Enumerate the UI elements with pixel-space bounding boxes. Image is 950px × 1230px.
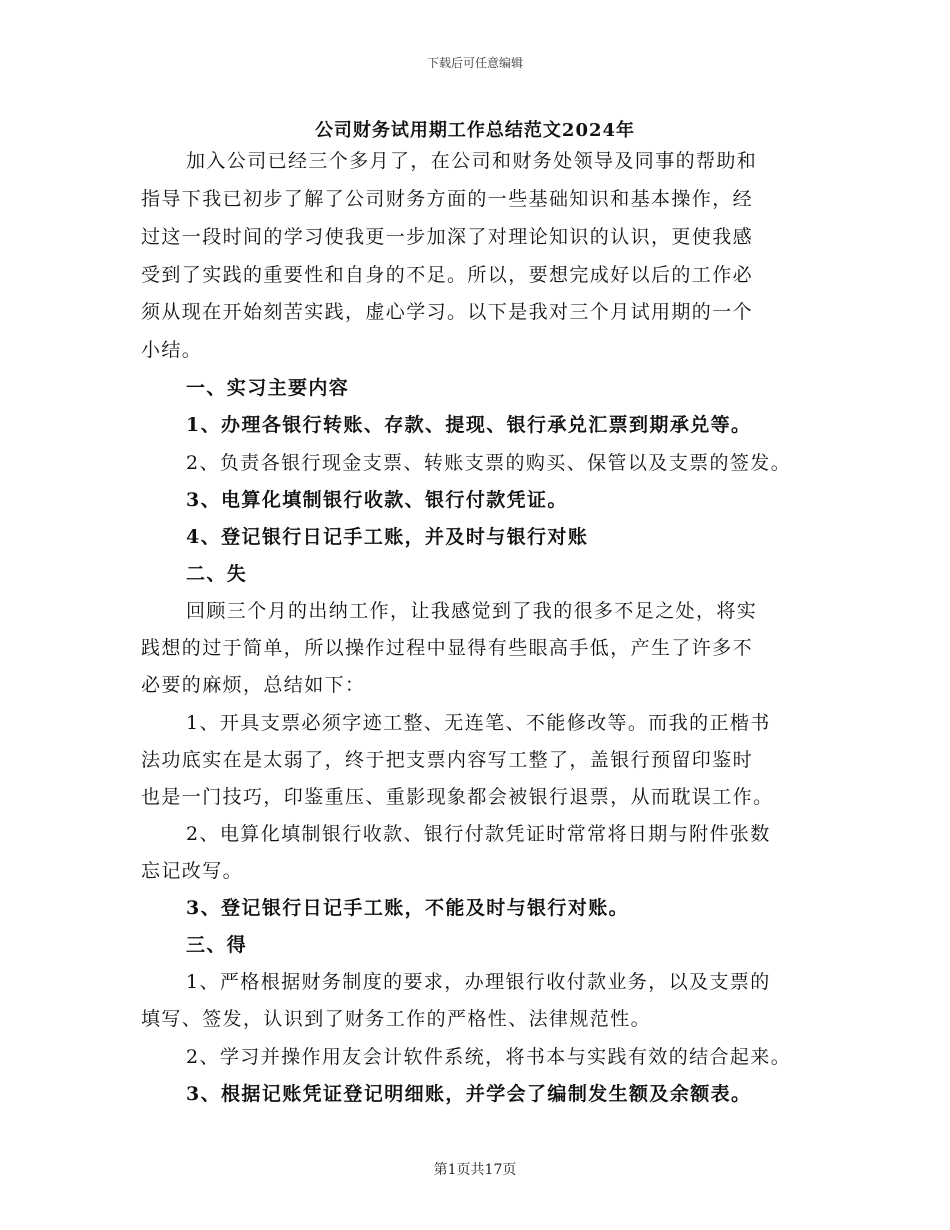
paragraph-line: 践想的过于简单，所以操作过程中显得有些眼高手低，产生了许多不 [141,637,754,659]
list-item: 2、学习并操作用友会计软件系统，将书本与实践有效的结合起来。 [186,1046,792,1068]
section-heading: 二、失 [186,563,248,585]
list-item: 3、登记银行日记手工账，不能及时与银行对账。 [186,897,630,919]
list-item: 3、电算化填制银行收款、银行付款凭证。 [186,489,568,511]
paragraph-line: 忘记改写。 [141,860,244,882]
paragraph-line: 必要的麻烦，总结如下： [141,674,366,696]
list-item: 3、根据记账凭证登记明细账，并学会了编制发生额及余额表。 [186,1083,752,1105]
list-item: 1、开具支票必须字迹工整、无连笔、不能修改等。而我的正楷书 [186,712,771,734]
list-item: 1、办理各银行转账、存款、提现、银行承兑汇票到期承兑等。 [186,414,752,436]
page-footer: 第1页共17页 [433,1162,517,1178]
list-item: 4、登记银行日记手工账，并及时与银行对账 [186,526,589,548]
section-heading: 一、实习主要内容 [186,377,350,399]
section-heading: 三、得 [186,934,248,956]
list-item: 1、严格根据财务制度的要求，办理银行收付款业务，以及支票的 [186,971,771,993]
paragraph-line: 过这一段时间的学习使我更一步加深了对理论知识的认识，更使我感 [141,226,754,248]
paragraph-line: 指导下我已初步了解了公司财务方面的一些基础知识和基本操作，经 [141,188,754,210]
paragraph-line: 法功底实在是太弱了，终于把支票内容写工整了，盖银行预留印鉴时 [141,749,754,771]
paragraph-line: 回顾三个月的出纳工作，让我感觉到了我的很多不足之处，将实 [186,600,758,622]
document-title: 公司财务试用期工作总结范文2024年 [314,120,636,141]
list-item: 2、负责各银行现金支票、转账支票的购买、保管以及支票的签发。 [186,452,792,474]
header-note: 下载后可任意编辑 [426,56,523,70]
paragraph-line: 加入公司已经三个多月了，在公司和财务处领导及同事的帮助和 [186,150,758,172]
paragraph-line: 也是一门技巧，印鉴重压、重影现象都会被银行退票，从而耽误工作。 [141,786,774,808]
list-item: 2、电算化填制银行收款、银行付款凭证时常常将日期与附件张数 [186,823,771,845]
paragraph-line: 受到了实践的重要性和自身的不足。所以，要想完成好以后的工作必 [141,264,754,286]
paragraph-line: 小结。 [141,339,203,361]
paragraph-line: 须从现在开始刻苦实践，虚心学习。以下是我对三个月试用期的一个 [141,301,754,323]
paragraph-line: 填写、签发，认识到了财务工作的严格性、法律规范性。 [141,1008,652,1030]
